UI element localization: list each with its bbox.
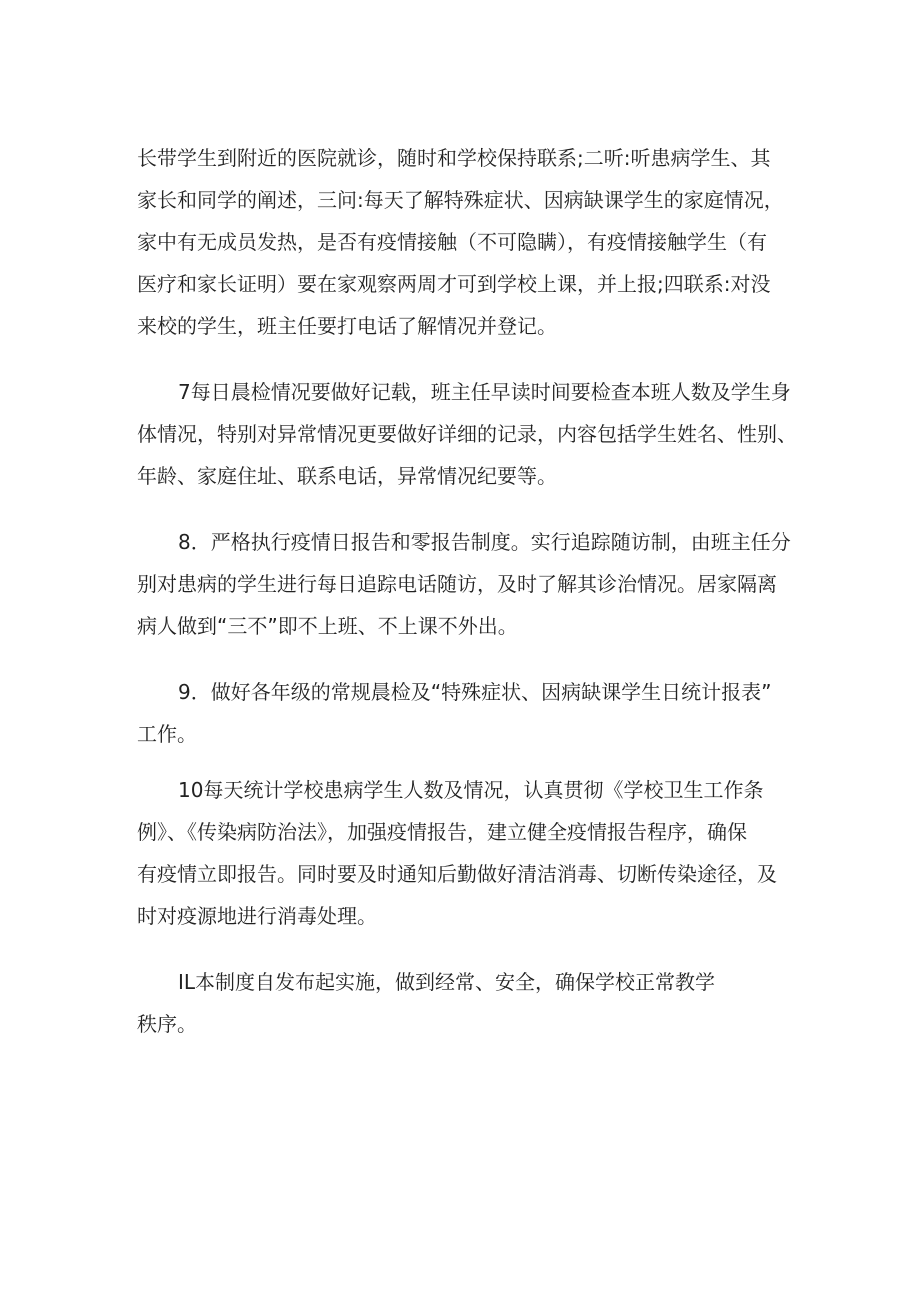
text-line: 来校的学生，班主任要打电话了解情况并登记。 xyxy=(137,314,557,338)
text-line: 家长和同学的阐述，三问:每天了解特殊症状、因病缺课学生的家庭情况， xyxy=(137,188,784,212)
text-line: 长带学生到附近的医院就诊，随时和学校保持联系;二听:听患病学生、其 xyxy=(137,146,771,170)
text-line: 9．做好各年级的常规晨检及“特殊症状、因病缺课学生日统计报表” xyxy=(178,680,772,704)
text-line: 工作。 xyxy=(137,722,197,746)
text-line: 体情况，特别对异常情况更要做好详细的记录，内容包括学生姓名、性别、 xyxy=(137,422,797,446)
text-line: 病人做到“三不”即不上班、不上课不外出。 xyxy=(137,614,518,638)
text-line: 例》、《传染病防治法》，加强疫情报告，建立健全疫情报告程序，确保 xyxy=(137,820,747,844)
text-line: 7每日晨检情况要做好记载，班主任早读时间要检查本班人数及学生身 xyxy=(178,380,791,404)
text-line: 家中有无成员发热，是否有疫情接触（不可隐瞒），有疫情接触学生（有 xyxy=(137,230,767,254)
text-line: IL本制度自发布起实施，做到经常、安全，确保学校正常教学 xyxy=(178,970,716,994)
text-line: 有疫情立即报告。同时要及时通知后勤做好清洁消毒、切断传染途径，及 xyxy=(137,862,777,886)
text-line: 10每天统计学校患病学生人数及情况，认真贯彻《学校卫生工作条 xyxy=(178,778,764,802)
text-line: 8．严格执行疫情日报告和零报告制度。实行追踪随访制，由班主任分 xyxy=(178,530,791,554)
text-line: 医疗和家长证明）要在家观察两周才可到学校上课，并上报;四联系:对没 xyxy=(137,272,771,296)
text-line: 时对疫源地进行消毒处理。 xyxy=(137,904,377,928)
text-line: 秩序。 xyxy=(137,1012,197,1036)
text-line: 别对患病的学生进行每日追踪电话随访，及时了解其诊治情况。居家隔离 xyxy=(137,572,777,596)
text-line: 年龄、家庭住址、联系电话，异常情况纪要等。 xyxy=(137,464,557,488)
